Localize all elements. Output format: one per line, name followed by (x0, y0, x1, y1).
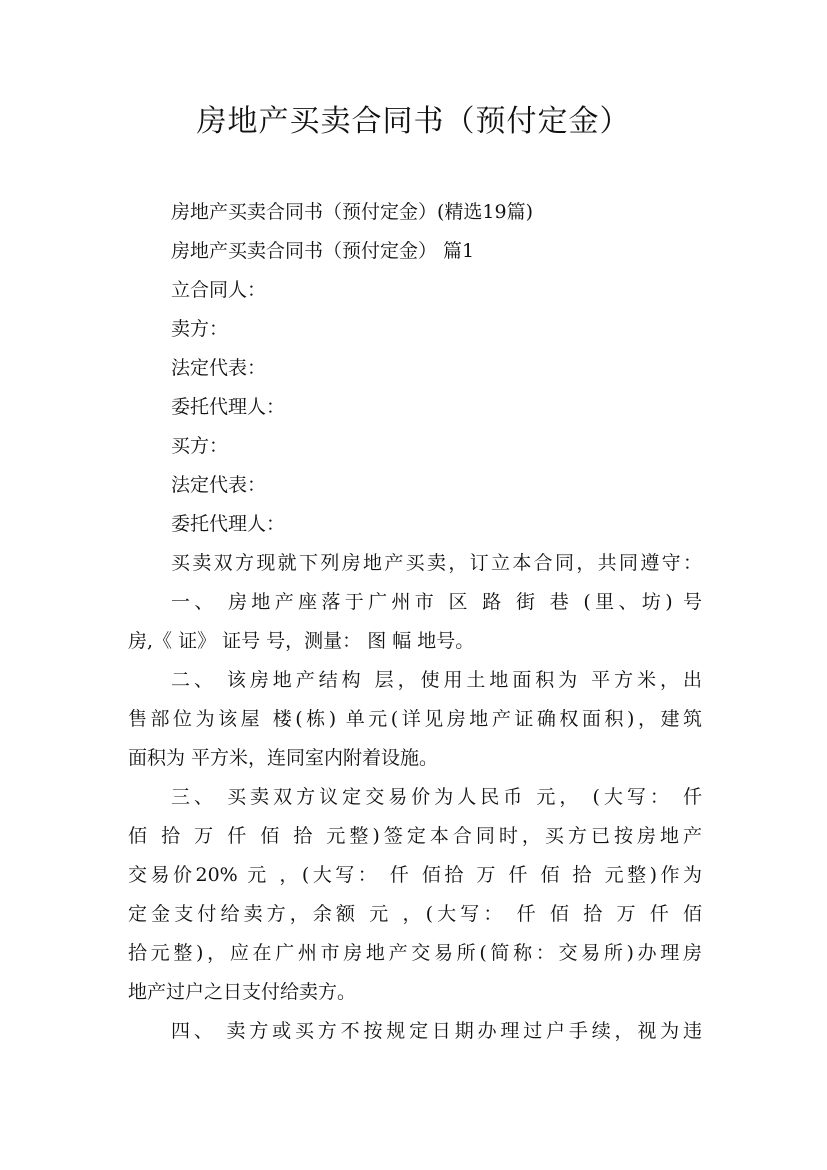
document-body (128, 193, 702, 1051)
clause-2-line-2: 售部位为该屋 楼(栋) 单元(详见房地产证确权面积)，建筑 (128, 708, 702, 730)
clause-3-line-1: 三、 买卖双方议定交易价为人民币 元， (大写： 仟 (171, 786, 702, 808)
clause-3-line-3: 交易价20% 元 ，(大写： 仟 佰拾 万 仟 佰 拾 元整)作为 (128, 864, 702, 886)
subtitle-line: 房地产买卖合同书（预付定金）(精选19篇) (171, 201, 534, 223)
clause-3-line-4: 定金支付给卖方，余额 元 ，(大写： 仟 佰 拾 万 仟 佰 (128, 903, 702, 925)
clause-1-line-1: 一、 房地产座落于广州市 区 路 街 巷 (里、坊) 号 (171, 591, 702, 613)
document-title: 房地产买卖合同书（预付定金） (196, 104, 631, 139)
preamble-text: 买卖双方现就下列房地产买卖，订立本合同，共同遵守： (171, 552, 702, 574)
clause-3-line-5: 拾元整)，应在广州市房地产交易所(简称：交易所)办理房 (128, 942, 702, 964)
clause-2-line-3: 面积为 平方米，连同室内附着设施。 (128, 747, 439, 769)
seller-legal-rep-label: 法定代表： (171, 357, 267, 379)
clause-2-line-1: 二、 该房地产结构 层，使用土地面积为 平方米，出 (171, 669, 702, 691)
clause-1-line-2: 房,《 证》 证号 号，测量： 图 幅 地号。 (128, 630, 475, 652)
buyer-legal-rep-label: 法定代表： (171, 474, 267, 496)
party-label: 立合同人： (171, 279, 267, 301)
buyer-agent-label: 委托代理人： (171, 513, 286, 535)
clause-4-line-1: 四、 卖方或买方不按规定日期办理过户手续，视为违 (171, 1020, 702, 1042)
seller-label: 卖方： (171, 318, 229, 340)
clause-3-line-2: 佰 拾 万 仟 佰 拾 元整)签定本合同时，买方已按房地产 (128, 825, 702, 847)
seller-agent-label: 委托代理人： (171, 396, 286, 418)
clause-3-line-6: 地产过户之日支付给卖方。 (128, 981, 357, 1003)
section-heading: 房地产买卖合同书（预付定金） 篇1 (171, 240, 475, 262)
buyer-label: 买方： (171, 435, 229, 457)
